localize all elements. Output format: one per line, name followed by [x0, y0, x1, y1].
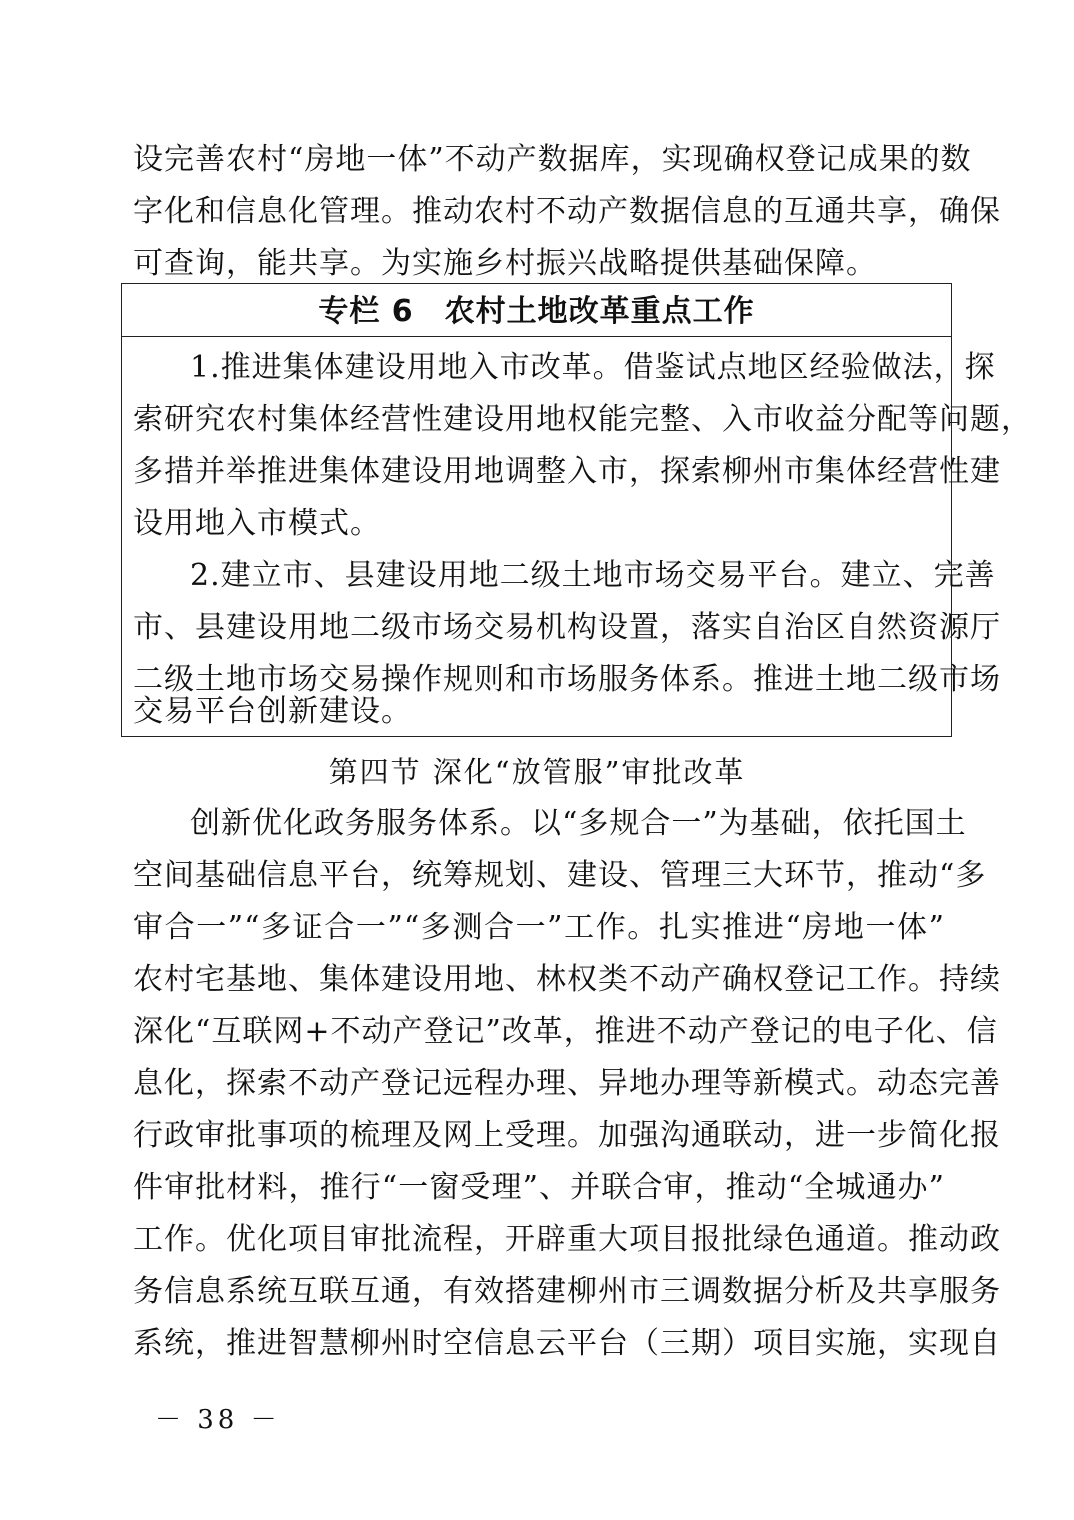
paragraph-line: 件审批材料，推行“一窗受理”、并联合审，推动“全城通办”: [133, 1170, 945, 1205]
box-item-line: 市、县建设用地二级市场交易机构设置，落实自治区自然资源厅: [133, 610, 1001, 645]
paragraph-line: 可查询，能共享。为实施乡村振兴战略提供基础保障。: [133, 246, 877, 281]
box-item-line: 2.建立市、县建设用地二级土地市场交易平台。建立、完善: [190, 558, 996, 593]
paragraph-line: 审合一”“多证合一”“多测合一”工作。扎实推进“房地一体”: [133, 910, 945, 945]
box-item-line: 交易平台创新建设。: [133, 694, 412, 729]
paragraph-line: 设完善农村“房地一体”不动产数据库，实现确权登记成果的数: [133, 142, 972, 177]
paragraph-line: 系统，推进智慧柳州时空信息云平台（三期）项目实施，实现自: [133, 1326, 1001, 1361]
paragraph-line: 务信息系统互联互通，有效搭建柳州市三调数据分析及共享服务: [133, 1274, 1001, 1309]
paragraph-line: 字化和信息化管理。推动农村不动产数据信息的互通共享，确保: [133, 194, 1001, 229]
section-title: 第四节 深化“放管服”审批改革: [328, 755, 746, 789]
box-title: 专栏 6 农村土地改革重点工作: [318, 294, 755, 329]
box-divider: [122, 336, 951, 337]
box-item-line: 二级土地市场交易操作规则和市场服务体系。推进土地二级市场: [133, 662, 1001, 697]
box-item-line: 设用地入市模式。: [133, 506, 381, 541]
paragraph-line: 创新优化政务服务体系。以“多规合一”为基础，依托国土: [190, 806, 967, 841]
box-item-line: 索研究农村集体经营性建设用地权能完整、入市收益分配等问题，: [133, 402, 1032, 437]
paragraph-line: 深化“互联网+不动产登记”改革，推进不动产登记的电子化、信: [133, 1014, 998, 1049]
paragraph-line: 空间基础信息平台，统筹规划、建设、管理三大环节，推动“多: [133, 858, 987, 893]
paragraph-line: 工作。优化项目审批流程，开辟重大项目报批绿色通道。推动政: [133, 1222, 1001, 1257]
paragraph-line: 农村宅基地、集体建设用地、林权类不动产确权登记工作。持续: [133, 962, 1001, 997]
page-number: － 38 －: [155, 1405, 281, 1435]
box-item-line: 多措并举推进集体建设用地调整入市，探索柳州市集体经营性建: [133, 454, 1001, 489]
paragraph-line: 行政审批事项的梳理及网上受理。加强沟通联动，进一步简化报: [133, 1118, 1001, 1153]
paragraph-line: 息化，探索不动产登记远程办理、异地办理等新模式。动态完善: [133, 1066, 1001, 1101]
box-item-line: 1.推进集体建设用地入市改革。借鉴试点地区经验做法，探: [190, 350, 996, 385]
